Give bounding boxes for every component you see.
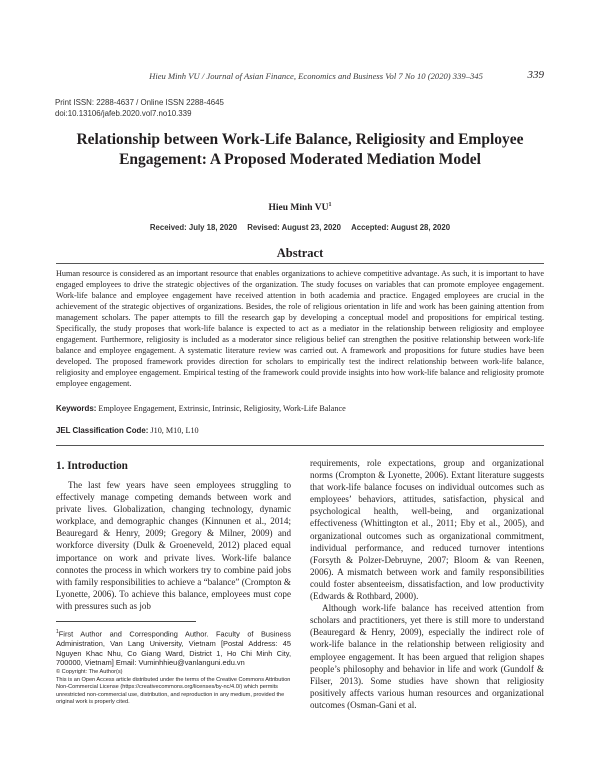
section-heading-introduction: 1. Introduction	[56, 460, 128, 472]
accepted-date: Accepted: August 28, 2020	[351, 223, 451, 232]
left-column	[56, 479, 291, 612]
author-affil-mark: 1	[328, 202, 332, 208]
abstract-divider	[56, 263, 544, 264]
license-text: This is an Open Access article distributed under the terms of the Creative Commons Attribution Non-Commercial License (https://creativecommons.org/licenses/by-nc/4.0/) which permits unrestricted non-commercial use, distribution, and reproduction in any medium, provided the original work is properly cited.	[56, 676, 291, 706]
right-column	[310, 457, 544, 711]
issn-line: Print ISSN: 2288-4637 / Online ISSN 2288-4645	[55, 98, 224, 107]
jel-label: JEL Classification Code:	[56, 426, 149, 435]
copyright-line: © Copyright: The Author(s)	[56, 669, 123, 675]
running-head	[0, 69, 600, 83]
jel-classification	[56, 425, 544, 436]
jel-codes: J10, M10, L10	[148, 426, 199, 435]
paragraph: The last few years have seen employees struggling to effectively manage competing demands between work and private lives. Globalization, changing technology, dynamic workplace, and demographic changes (Kinnunen et al., 2014; Beauregard & Henry, 2009; Gregory & Milner, 2009) and workforce diversity (Dulk & Groeneveld, 2012) placed equal importance on work and private lives. Work-life balance connotes the process in which workers try to combine paid jobs with family responsibilities to achieve a “balance” (Crompton & Lyonette, 2006). To achieve this balance, employees must cope with pressures such as job	[56, 480, 291, 611]
paragraph: Although work-life balance has received attention from scholars and practitioners, yet there is still more to understand (Beauregard & Henry, 2009), especially the indirect role of work-life balance in the relationship between religiosity and employee engagement. It has been argued that religion shapes people’s philosophy and behavior in life and work (Gundolf & Filser, 2013). Some studies have shown that religiosity positively affects various human resources and organizational outcomes (Osman-Gani et al.	[310, 603, 544, 710]
revised-date: Revised: August 23, 2020	[247, 223, 341, 232]
section-divider	[56, 445, 544, 446]
keywords-text: Employee Engagement, Extrinsic, Intrinsic, Religiosity, Work-Life Balance	[96, 404, 346, 413]
keywords-label: Keywords:	[56, 404, 97, 413]
keywords	[56, 403, 544, 414]
author-line	[0, 199, 600, 214]
paper-title: Relationship between Work-Life Balance, Religiosity and Employee Engagement: A Proposed Moderated Mediation Model	[76, 131, 524, 168]
issn-block	[55, 98, 224, 119]
abstract-text: Human resource is considered as an important resource that enables organizations to achieve competitive advantage. As such, it is important to have engaged employees to drive the strategic objectives of the organization. The study focuses on variables that can promote employee engagement. Work-life balance and employee engagement have received attention in both academia and practice. Engaged employees are crucial in the achievement of the strategic objectives of organizations. Besides, the role of religious orientation in life and work has been gaining attention from management scholars. The paper attempts to fill the research gap by developing a conceptual model and propositions for empirical testing. Specifically, the study proposes that work-life balance is expected to act as a mediator in the relationship between religiosity and employee engagement. Furthermore, religiosity is included as a moderator since religious belief can strengthen the positive relationship between work-life balance and employee engagement. A systematic literature review was carried out. A framework and propositions for future studies have been developed. The proposed framework provides direction for scholars to empirically test the indirect relationship between work-life balance, religiosity and employee engagement. Empirical testing of the framework could provide insights into how work-life balance and religiosity promote employee engagement.	[56, 269, 544, 389]
received-date: Received: July 18, 2020	[149, 223, 238, 232]
author-name: Hieu Minh VU	[268, 203, 329, 214]
paragraph: requirements, role expectations, group and organizational norms (Crompton & Lyonette, 2006). Extant literature suggests that work-life balance focuses on individual outcomes such as employees’ behaviors, attitudes, satisfaction, physical and psychological health, well-being, and organizational effectiveness (Whittington et al., 2011; Eby et al., 2005), and organizational outcomes such as organizational commitment, individual performance, and reduced turnover intentions (Forsyth & Polzer-Debruyne, 2007; Bloom & van Reenen, 2006). A mismatch between work and family responsibilities could foster absenteeism, dissatisfaction, and low productivity (Edwards & Rothbard, 2000).	[310, 458, 544, 602]
footnote-mark: 1	[56, 629, 59, 635]
abstract-heading: Abstract	[276, 246, 324, 260]
doi-line: doi:10.13106/jafeb.2020.vol7.no10.339	[55, 108, 192, 118]
copyright-notice	[56, 669, 291, 707]
footnote-divider	[56, 621, 196, 622]
footnote	[56, 628, 291, 668]
footnote-text: First Author and Corresponding Author. Faculty of Business Administration, Van Lang University, Vietnam [Postal Address: 45 Nguyen Khac Nhu, Co Giang Ward, District 1, Ho Chi Minh City, 700000, Vietnam] Email: Vuminhhieu@vanlanguni.edu.vn	[56, 629, 291, 668]
journal-citation: Hieu Minh VU / Journal of Asian Finance, Economics and Business Vol 7 No 10 (2020) 339–345	[149, 71, 483, 81]
submission-dates	[0, 223, 600, 233]
page-number: 339	[527, 69, 544, 81]
